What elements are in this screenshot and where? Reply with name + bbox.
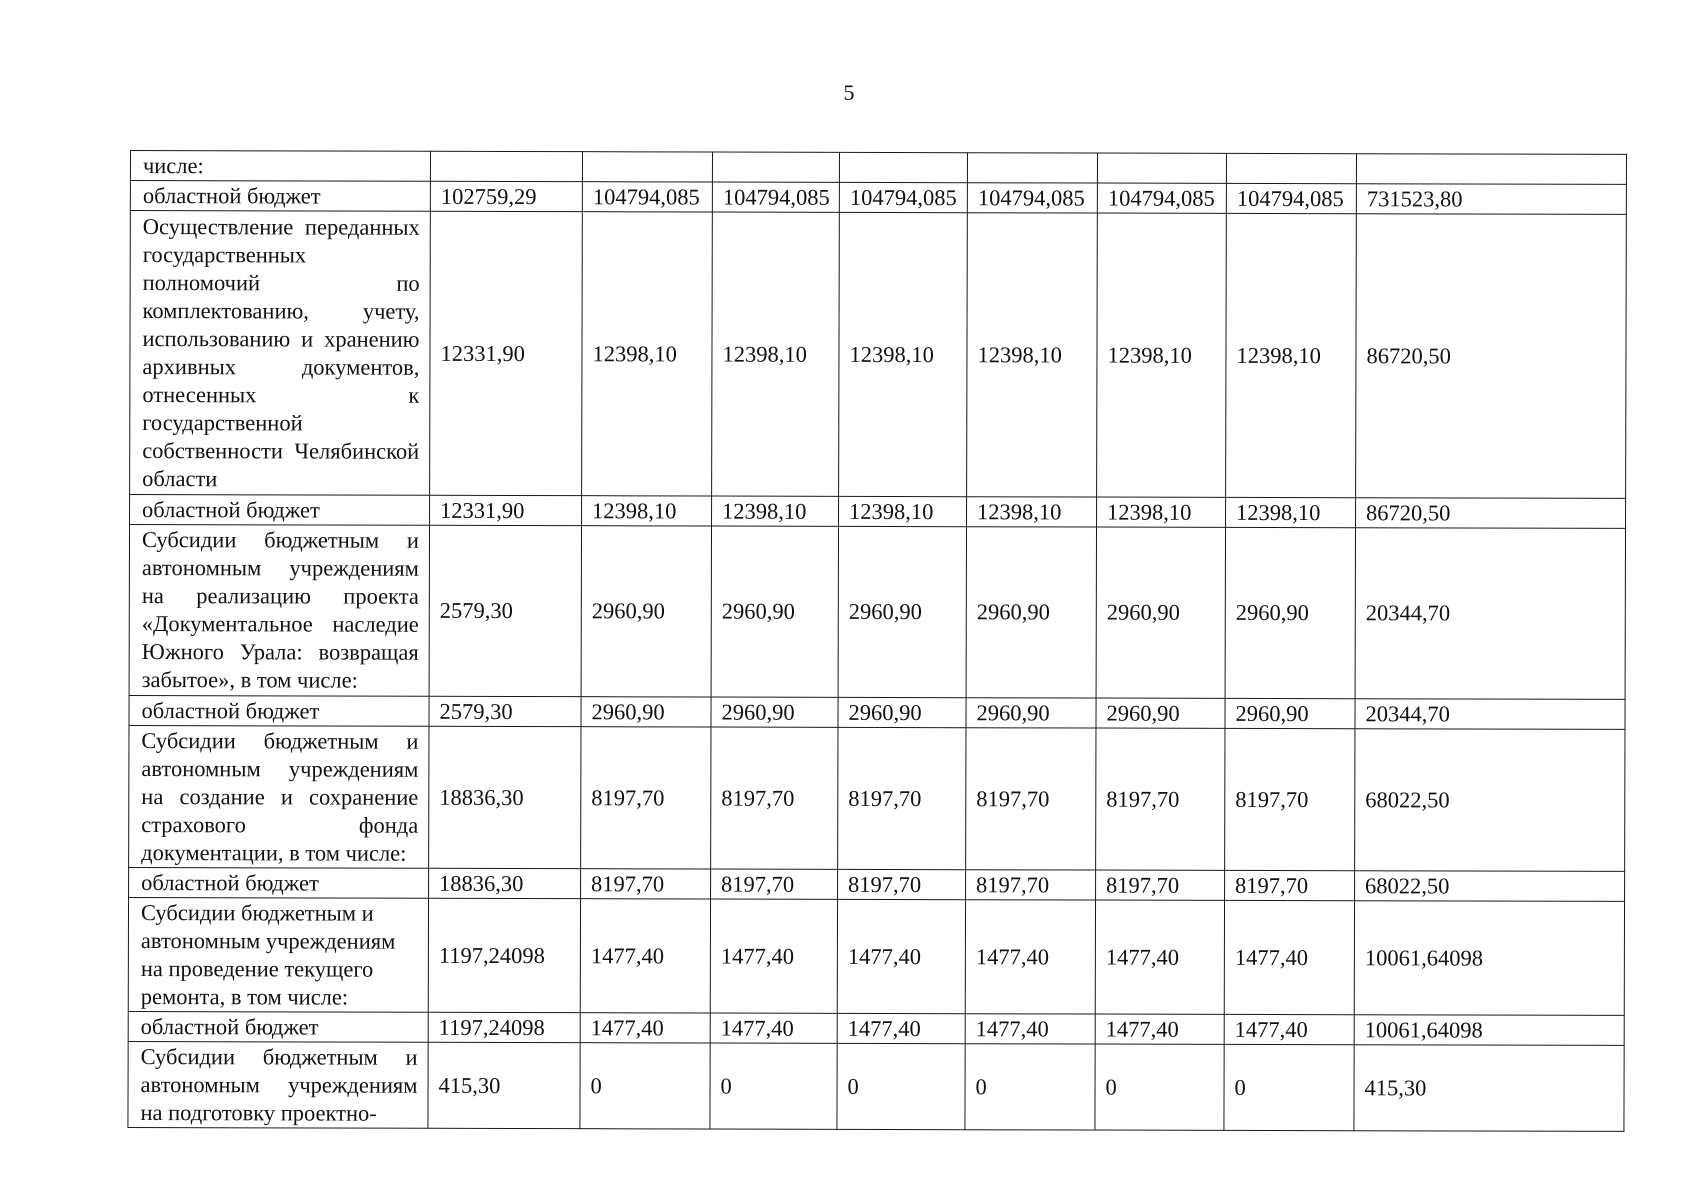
- table-row: [128, 1041, 1624, 1131]
- table-cell-total: 86720,50: [1356, 214, 1627, 499]
- table-cell: [1226, 153, 1356, 183]
- row-label: областной бюджет: [129, 867, 429, 898]
- table-cell: 18836,30: [429, 726, 581, 868]
- table-cell: 1477,40: [837, 899, 965, 1013]
- table-cell: 1477,40: [965, 900, 1095, 1014]
- table-cell-total: 68022,50: [1355, 729, 1625, 872]
- table-cell: [967, 153, 1097, 183]
- table-cell: 12398,10: [1226, 213, 1357, 497]
- table-row: [130, 495, 1626, 529]
- table-cell-total: 68022,50: [1355, 871, 1625, 902]
- table-cell: 1477,40: [1095, 900, 1224, 1014]
- table-cell: 2960,90: [711, 697, 838, 727]
- table-cell: 12398,10: [967, 213, 1098, 497]
- table-row: [129, 525, 1625, 700]
- table-cell: 12398,10: [712, 212, 840, 496]
- row-label: областной бюджет: [128, 1011, 428, 1042]
- table-cell: 1477,40: [965, 1014, 1095, 1044]
- table-cell: 1477,40: [1095, 1014, 1224, 1044]
- table-cell: 2579,30: [429, 696, 581, 726]
- table-cell: 1477,40: [837, 1013, 965, 1043]
- table-cell: 12398,10: [839, 212, 968, 496]
- table-cell-total: 731523,80: [1356, 184, 1626, 215]
- row-label: Субсидии бюджетным и автономным учреждениям на создание и сохранение страхового фонда документации, в том числе:: [129, 725, 429, 868]
- table-cell: 8197,70: [1096, 728, 1225, 870]
- table-cell: 2960,90: [1096, 698, 1225, 728]
- table-cell: 104794,085: [582, 182, 712, 212]
- table-cell: 2960,90: [838, 526, 966, 697]
- table-cell: 1477,40: [580, 899, 710, 1013]
- table-cell: 0: [710, 1043, 837, 1129]
- page-number: 5: [843, 80, 855, 105]
- table-cell: 0: [580, 1043, 710, 1129]
- budget-table: [127, 150, 1627, 1132]
- table-cell: 104794,085: [1226, 183, 1356, 213]
- table-cell: 12331,90: [430, 495, 582, 525]
- row-label: числе:: [130, 151, 430, 182]
- table-row: [129, 867, 1625, 901]
- table-cell: 12398,10: [1097, 213, 1227, 497]
- table-cell-total: 20344,70: [1355, 528, 1625, 700]
- table-cell: 1477,40: [580, 1013, 710, 1043]
- table-cell: 104794,085: [1097, 183, 1226, 213]
- table-cell: 12398,10: [967, 497, 1097, 527]
- table-cell: 2579,30: [429, 525, 581, 696]
- table-cell: 2960,90: [581, 697, 711, 727]
- table-cell: [839, 152, 967, 182]
- table-cell: 18836,30: [429, 868, 581, 898]
- table-cell: 12331,90: [430, 211, 583, 495]
- table-cell: 1197,24098: [428, 898, 580, 1012]
- table-cell: 1477,40: [710, 899, 837, 1013]
- table-row: [130, 211, 1627, 499]
- table-cell: 104794,085: [839, 182, 967, 212]
- row-label: областной бюджет: [130, 495, 430, 526]
- table-cell: 1197,24098: [428, 1012, 580, 1042]
- table-cell-total: 86720,50: [1356, 498, 1626, 529]
- table-cell: [582, 152, 712, 182]
- row-label: Осуществление переданных государственных полномочий по комплектованию, учету, использованию и хранению архивных документов, отнесенных к государственной собственности Челябинской области: [130, 211, 431, 496]
- table-cell: 8197,70: [966, 870, 1096, 900]
- table-cell: [430, 151, 582, 181]
- table-cell: 8197,70: [1225, 870, 1355, 900]
- table-row: [130, 181, 1626, 215]
- table-cell-total: 415,30: [1354, 1045, 1624, 1132]
- table-cell: 8197,70: [838, 869, 966, 899]
- table-cell: 8197,70: [581, 869, 711, 899]
- table-cell: 0: [1224, 1044, 1354, 1130]
- table-cell: 1477,40: [710, 1013, 837, 1043]
- table-cell: 8197,70: [1225, 728, 1355, 870]
- table-cell: 1477,40: [1224, 1014, 1354, 1044]
- table-cell: 102759,29: [430, 181, 582, 211]
- table-cell: [712, 152, 839, 182]
- table-cell-total: 10061,64098: [1354, 1015, 1624, 1046]
- row-label: Субсидии бюджетным и автономным учреждениям на проведение текущего ремонта, в том числе:: [128, 897, 428, 1012]
- table-cell: 12398,10: [839, 496, 967, 526]
- table-cell: 0: [1095, 1044, 1224, 1130]
- table-cell: 2960,90: [711, 526, 838, 697]
- table-cell: 2960,90: [1225, 527, 1355, 698]
- table-cell: 1477,40: [1224, 900, 1354, 1014]
- table-cell: 8197,70: [711, 727, 838, 869]
- table-cell: 2960,90: [581, 526, 711, 697]
- table-cell: 8197,70: [838, 727, 966, 869]
- table-cell-total: [1356, 154, 1626, 185]
- table-cell: 2960,90: [1225, 698, 1355, 728]
- table-cell: 8197,70: [1096, 870, 1225, 900]
- table-cell: 2960,90: [838, 697, 966, 727]
- table-row: [129, 725, 1625, 871]
- table-cell: [1097, 153, 1226, 183]
- table-cell: 104794,085: [712, 182, 839, 212]
- table-cell: 2960,90: [966, 698, 1096, 728]
- table-row: [130, 151, 1626, 185]
- table-cell: 104794,085: [967, 183, 1097, 213]
- table-cell: 12398,10: [582, 212, 713, 496]
- table-cell: 8197,70: [581, 727, 711, 869]
- table-cell: 12398,10: [1097, 497, 1226, 527]
- row-label: областной бюджет: [130, 181, 430, 212]
- row-label: Субсидии бюджетным и автономным учреждениям на реализацию проекта «Документальное наследие Южного Урала: возвращая забытое», в том числе:: [129, 525, 429, 697]
- table-row: [128, 897, 1624, 1015]
- table-cell: 415,30: [428, 1042, 580, 1128]
- table-cell: 8197,70: [966, 728, 1096, 870]
- table-cell: 12398,10: [1226, 497, 1356, 527]
- table-cell: 2960,90: [1096, 527, 1225, 698]
- table-cell: 12398,10: [712, 496, 839, 526]
- table-cell-total: 20344,70: [1355, 699, 1625, 730]
- table-row: [128, 1011, 1624, 1045]
- table-cell: 8197,70: [711, 869, 838, 899]
- row-label: Субсидии бюджетным и автономным учреждениям на подготовку проектно-: [128, 1041, 428, 1128]
- table-row: [129, 695, 1625, 729]
- table-cell: 0: [837, 1043, 965, 1129]
- table-cell: 2960,90: [966, 527, 1096, 698]
- table-cell: 12398,10: [582, 496, 712, 526]
- table-cell: 0: [965, 1044, 1095, 1130]
- table-cell-total: 10061,64098: [1354, 901, 1624, 1016]
- row-label: областной бюджет: [129, 695, 429, 726]
